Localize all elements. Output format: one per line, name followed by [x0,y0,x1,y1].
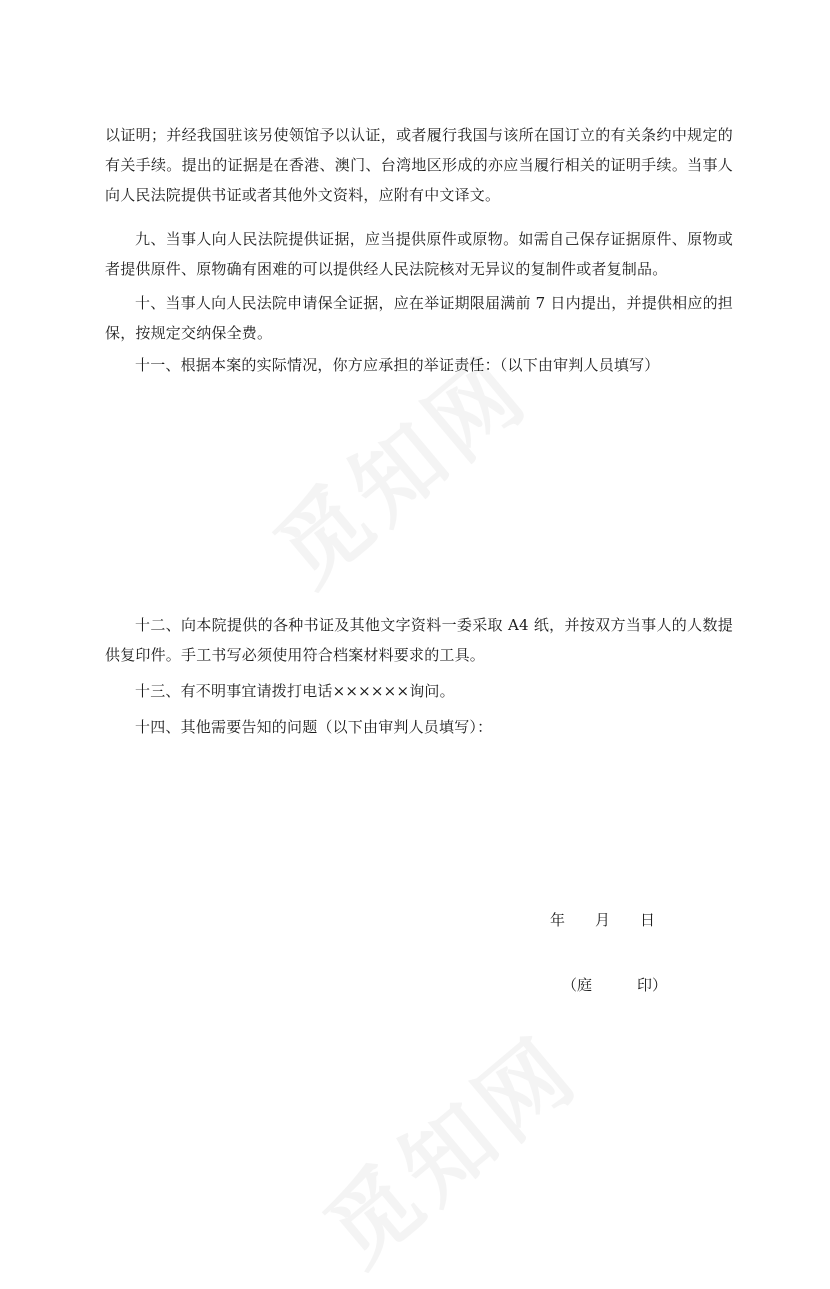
watermark [293,1001,602,1289]
paragraph-item-12: 十二、向本院提供的各种书证及其他文字资料一委采取 A4 纸，并按双方当事人的人数提供复印件。手工书写必须使用符合档案材料要求的工具。 [105,616,733,664]
paragraph-item-9: 九、当事人向人民法院提供证据，应当提供原件或原物。如需自己保存证据原件、原物或者提供原件、原物确有困难的可以提供经人民法院核对无异议的复制件或者复制品。 [105,230,733,278]
paragraph-item-13: 十三、有不明事宜请拨打电话××××××询问。 [135,682,455,700]
date-line: 年 月 日 [550,911,656,929]
paragraph-item-11: 十一、根据本案的实际情况，你方应承担的举证责任：（以下由审判人员填写） [135,356,660,374]
court-seal-line: （庭 印） [562,976,668,994]
paragraph-item-10: 十、当事人向人民法院申请保全证据，应在举证期限届满前 7 日内提出，并提供相应的担保，按规定交纳保全费。 [105,294,733,342]
paragraph-item-14: 十四、其他需要告知的问题（以下由审判人员填写）： [135,718,493,736]
paragraph-continuation: 以证明；并经我国驻该另使领馆予以认证，或者履行我国与该所在国订立的有关条约中规定的有关手续。提出的证据是在香港、澳门、台湾地区形成的亦应当履行相关的证明手续。当事人向人民法院提供书证或者其他外文资料，应附有中文译文。 [105,126,733,204]
